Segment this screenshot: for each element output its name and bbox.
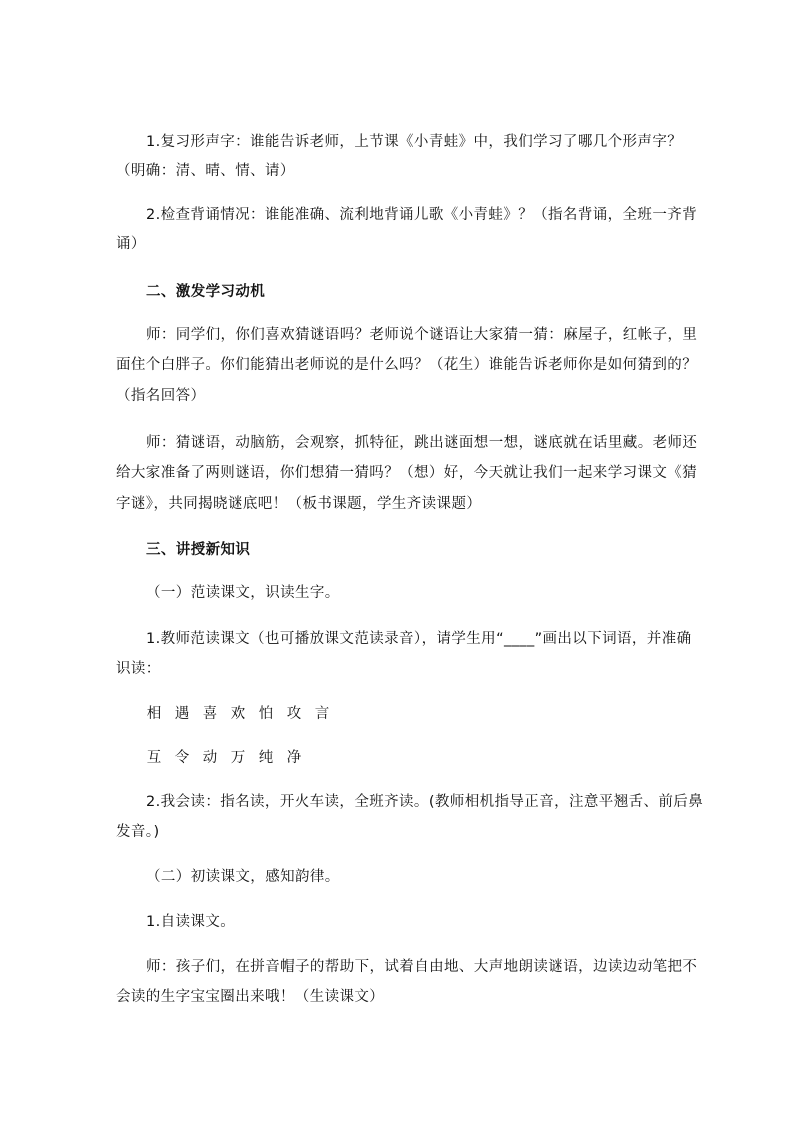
riddle-paragraph-line3: （指名回答） xyxy=(116,388,206,404)
character: 令 xyxy=(174,750,190,766)
character: 言 xyxy=(314,706,330,722)
recitation-item-line1: 2.检查背诵情况：谁能准确、流利地背诵儿歌《小青蛙》？（指名背诵，全班一齐背 xyxy=(146,207,698,223)
character: 互 xyxy=(146,750,162,766)
character: 净 xyxy=(286,750,302,766)
riddle-paragraph-line2: 面住个白胖子。你们能猜出老师说的是什么吗？（花生）谁能告诉老师你是如何猜到的？ xyxy=(116,357,698,373)
section-heading-motivation: 二、激发学习动机 xyxy=(146,284,266,300)
character: 怕 xyxy=(258,706,274,722)
subsection-model-reading: （一）范读课文，识读生字。 xyxy=(146,585,340,601)
character-row-1 xyxy=(146,705,330,723)
teacher-intro-line3: 字谜》，共同揭晓谜底吧！（板书课题，学生齐读课题） xyxy=(116,496,482,512)
reading-practice-line1: 2.我会读：指名读，开火车读，全班齐读。(教师相机指导正音，注意平翘舌、前后鼻 xyxy=(146,794,704,810)
teacher-instruction-line1: 师：孩子们，在拼音帽子的帮助下，试着自由地、大声地朗读谜语，边读边动笔把不 xyxy=(146,959,698,975)
teacher-intro-line2: 给大家准备了两则谜语，你们想猜一猜吗？（想）好，今天就让我们一起来学习课文《猜 xyxy=(116,465,698,481)
section-heading-new-knowledge: 三、讲授新知识 xyxy=(146,542,251,558)
self-reading-item: 1.自读课文。 xyxy=(146,914,236,930)
character: 动 xyxy=(202,750,218,766)
character: 万 xyxy=(230,750,246,766)
recitation-item-line2: 诵） xyxy=(116,236,146,252)
review-item-line2: （明确：清、晴、情、请） xyxy=(116,163,295,179)
teacher-intro-line1: 师：猜谜语，动脑筋，会观察，抓特征，跳出谜面想一想，谜底就在话里藏。老师还 xyxy=(146,435,698,451)
character: 纯 xyxy=(258,750,274,766)
reading-practice-line2: 发音。) xyxy=(116,824,160,840)
teacher-instruction-line2: 会读的生字宝宝圈出来哦！（生读课文） xyxy=(116,989,385,1005)
model-reading-line2: 识读： xyxy=(116,661,161,677)
character: 喜 xyxy=(202,706,218,722)
subsection-first-reading: （二）初读课文，感知韵律。 xyxy=(146,869,340,885)
character-row-2 xyxy=(146,749,302,767)
model-reading-line1: 1.教师范读课文（也可播放课文范读录音），请学生用“____”画出以下词语，并准确 xyxy=(146,631,692,647)
character: 遇 xyxy=(174,706,190,722)
review-item-line1: 1.复习形声字：谁能告诉老师，上节课《小青蛙》中，我们学习了哪几个形声字？ xyxy=(146,134,683,150)
character: 欢 xyxy=(230,706,246,722)
character: 相 xyxy=(146,706,162,722)
riddle-paragraph-line1: 师：同学们，你们喜欢猜谜语吗？老师说个谜语让大家猜一猜：麻屋子，红帐子，里 xyxy=(146,327,698,343)
character: 攻 xyxy=(286,706,302,722)
